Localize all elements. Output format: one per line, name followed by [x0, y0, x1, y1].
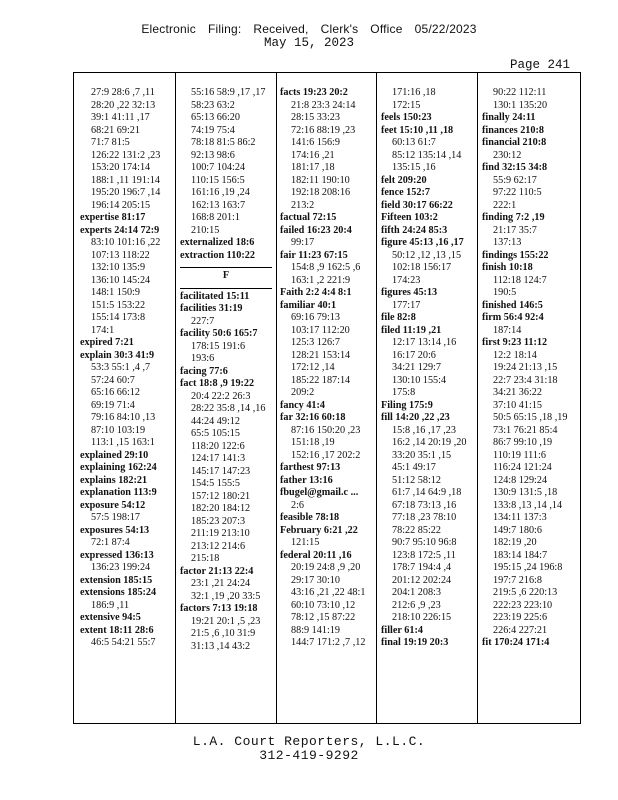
index-continuation: 79:16 84:10 ,13	[91, 412, 156, 423]
index-column-4	[381, 87, 473, 650]
index-continuation: 65:13 66:20	[191, 112, 240, 123]
index-continuation: 45:1 49:17	[392, 462, 436, 473]
index-entry: firm 56:4 92:4	[482, 312, 544, 323]
index-entry: fact 18:8 ,9 19:22	[180, 378, 255, 389]
index-continuation: 148:1 150:9	[91, 287, 140, 298]
index-continuation: 136:10 145:24	[91, 274, 151, 286]
footer-phone: 312-419-9292	[259, 748, 359, 763]
index-entry: extensive 94:5	[80, 612, 141, 623]
index-continuation: 123:8 172:5 ,11	[392, 549, 456, 561]
index-entry: explained 29:10	[80, 449, 149, 461]
index-continuation: 153:20 174:14	[91, 162, 151, 173]
column-divider	[175, 73, 176, 723]
column-divider	[276, 73, 277, 723]
index-continuation: 195:20 196:7 ,14	[91, 187, 161, 198]
index-entry: extraction 110:22	[180, 249, 255, 261]
index-continuation: 132:10 135:9	[91, 262, 146, 273]
index-continuation: 152:16 ,17 202:2	[291, 449, 361, 461]
index-continuation: 209:2	[291, 387, 315, 398]
index-continuation: 22:7 23:4 31:18	[493, 374, 558, 386]
index-entry: findings 155:22	[482, 249, 549, 261]
index-continuation: 29:17 30:10	[291, 574, 340, 586]
index-continuation: 99:17	[291, 237, 315, 248]
index-continuation: 44:24 49:12	[191, 415, 240, 427]
index-continuation: 28:20 ,22 32:13	[91, 99, 156, 111]
index-continuation: 112:18 124:7	[493, 274, 547, 286]
index-continuation: 16:2 ,14 20:19 ,20	[392, 437, 467, 448]
header-item: 05/22/2023	[414, 22, 477, 36]
index-entry: Filing 175:9	[381, 399, 433, 411]
index-entry: farthest 97:13	[280, 462, 341, 473]
index-continuation: 72:16 88:19 ,23	[291, 124, 356, 136]
index-entry: explanation 113:9	[80, 487, 157, 498]
index-continuation: 20:19 24:8 ,9 ,20	[291, 562, 361, 573]
index-continuation: 68:21 69:21	[91, 124, 140, 136]
index-continuation: 37:10 41:15	[493, 399, 542, 411]
index-continuation: 43:16 ,21 ,22 48:1	[291, 587, 366, 598]
index-continuation: 46:5 54:21 55:7	[91, 637, 156, 648]
index-continuation: 110:19 111:6	[493, 449, 546, 461]
index-continuation: 100:7 104:24	[191, 162, 246, 173]
index-entry: expressed 136:13	[80, 549, 154, 561]
index-continuation: 28:15 33:23	[291, 112, 340, 123]
index-continuation: 51:12 58:12	[392, 474, 441, 486]
index-entry: field 30:17 66:22	[381, 199, 453, 211]
index-continuation: 178:15 191:6	[191, 340, 246, 352]
index-continuation: 157:12 180:21	[191, 490, 251, 502]
index-continuation: 21:17 35:7	[493, 224, 537, 236]
index-continuation: 50:5 65:15 ,18 ,19	[493, 412, 568, 423]
index-continuation: 141:6 156:9	[291, 137, 340, 148]
index-continuation: 215:18	[191, 553, 220, 564]
index-continuation: 50:12 ,12 ,13 ,15	[392, 249, 462, 261]
index-entry: Faith 2:2 4:4 8:1	[280, 287, 352, 298]
index-entry: father 13:16	[280, 474, 333, 486]
index-continuation: 19:21 20:1 ,5 ,23	[191, 615, 261, 627]
header-item: Filing:	[208, 22, 242, 36]
index-continuation: 85:12 135:14 ,14	[392, 149, 462, 161]
index-continuation: 151:18 ,19	[291, 437, 335, 448]
index-continuation: 72:1 87:4	[91, 537, 130, 548]
index-entry: extension 185:15	[80, 574, 153, 586]
index-continuation: 57:24 60:7	[91, 374, 135, 386]
index-continuation: 130:10 155:4	[392, 374, 447, 386]
index-continuation: 60:13 61:7	[392, 137, 436, 148]
index-entry: fancy 41:4	[280, 399, 325, 411]
index-continuation: 116:24 121:24	[493, 462, 552, 473]
index-entry: explains 182:21	[80, 474, 148, 486]
index-continuation: 65:5 105:15	[191, 428, 240, 439]
index-entry: factual 72:15	[280, 212, 337, 223]
index-continuation: 211:19 213:10	[191, 528, 250, 539]
index-continuation: 144:7 171:2 ,7 ,12	[291, 637, 366, 648]
index-continuation: 171:16 ,18	[392, 87, 436, 98]
index-continuation: 27:9 28:6 ,7 ,11	[91, 87, 155, 98]
index-entry: first 9:23 11:12	[482, 337, 548, 348]
index-entry: exposures 54:13	[80, 524, 150, 536]
index-continuation: 90:7 95:10 96:8	[392, 537, 457, 548]
index-entry: filed 11:19 ,21	[381, 324, 442, 336]
index-entry: finished 146:5	[482, 299, 543, 311]
index-continuation: 77:18 ,23 78:10	[392, 512, 457, 523]
index-continuation: 178:7 194:4 ,4	[392, 562, 452, 573]
index-entry: financial 210:8	[482, 137, 547, 148]
index-continuation: 213:12 214:6	[191, 540, 246, 552]
index-entry: February 6:21 ,22	[280, 524, 358, 536]
index-entry: fill 14:20 ,22 ,23	[381, 412, 450, 423]
index-continuation: 12:2 18:14	[493, 349, 537, 361]
index-continuation: 219:5 ,6 220:13	[493, 587, 558, 598]
index-continuation: 135:15 ,16	[392, 162, 436, 173]
index-entry: fence 152:7	[381, 187, 430, 198]
index-continuation: 226:4 227:21	[493, 624, 548, 636]
index-continuation: 154:8 ,9 162:5 ,6	[291, 262, 361, 273]
index-continuation: 222:1	[493, 199, 517, 211]
index-continuation: 20:4 22:2 26:3	[191, 390, 251, 402]
filing-stamp-header	[0, 22, 618, 36]
index-continuation: 2:6	[291, 499, 305, 511]
index-entry: final 19:19 20:3	[381, 637, 449, 648]
index-continuation: 190:5	[493, 287, 517, 298]
index-entry: figure 45:13 ,16 ,17	[381, 237, 464, 248]
column-divider	[477, 73, 478, 723]
index-continuation: 230:12	[493, 149, 522, 161]
index-entry: extent 18:11 28:6	[80, 624, 154, 636]
index-entry: find 32:15 34:8	[482, 162, 548, 173]
index-entry: fbugel@gmail.c ...	[280, 487, 359, 498]
index-entry: failed 16:23 20:4	[280, 224, 352, 236]
index-continuation: 182:11 190:10	[291, 174, 350, 186]
index-entry: far 32:16 60:18	[280, 412, 346, 423]
index-continuation: 212:6 ,9 ,23	[392, 599, 441, 611]
index-continuation: 31:13 ,14 43:2	[191, 640, 251, 652]
index-continuation: 196:14 205:15	[91, 199, 151, 211]
index-continuation: 185:23 207:3	[191, 515, 246, 527]
index-continuation: 213:2	[291, 199, 315, 211]
index-entry: finances 210:8	[482, 124, 544, 136]
index-continuation: 161:16 ,19 ,24	[191, 187, 250, 198]
index-entry: familiar 40:1	[280, 299, 337, 311]
index-continuation: 87:16 150:20 ,23	[291, 424, 361, 436]
index-continuation: 174:1	[91, 324, 115, 336]
index-continuation: 162:13 163:7	[191, 199, 246, 211]
index-frame	[73, 72, 581, 724]
index-continuation: 223:19 225:6	[493, 612, 548, 623]
index-continuation: 67:18 73:13 ,16	[392, 499, 457, 511]
section-letter: F	[222, 270, 230, 281]
index-continuation: 136:23 199:24	[91, 562, 151, 573]
index-entry: externalized 18:6	[180, 237, 255, 248]
index-continuation: 118:20 122:6	[191, 440, 245, 452]
index-continuation: 34:21 36:22	[493, 387, 542, 398]
index-entry: factors 7:13 19:18	[180, 603, 258, 614]
index-entry: fit 170:24 171:4	[482, 637, 550, 648]
index-continuation: 97:22 110:5	[493, 187, 542, 198]
index-continuation: 154:5 155:5	[191, 478, 240, 489]
index-continuation: 124:17 141:3	[191, 453, 246, 464]
index-continuation: 28:22 35:8 ,14 ,16	[191, 403, 266, 414]
index-entry: file 82:8	[381, 312, 416, 323]
index-entry: Fifteen 103:2	[381, 212, 438, 223]
index-continuation: 145:17 147:23	[191, 465, 251, 477]
index-entry: facts 19:23 20:2	[280, 87, 348, 98]
header-item: Office	[370, 22, 403, 36]
index-continuation: 86:7 99:10 ,19	[493, 437, 553, 448]
index-entry: facility 50:6 165:7	[180, 328, 258, 339]
page-number: Page 241	[510, 58, 571, 72]
index-continuation: 188:1 ,11 191:14	[91, 174, 160, 186]
index-continuation: 149:7 180:6	[493, 524, 542, 536]
index-entry: fair 11:23 67:15	[280, 249, 348, 261]
index-continuation: 183:14 184:7	[493, 549, 548, 561]
index-continuation: 185:22 187:14	[291, 374, 351, 386]
index-entry: finally 24:11	[482, 112, 536, 123]
index-continuation: 187:14	[493, 324, 522, 336]
index-continuation: 33:20 35:1 ,15	[392, 449, 452, 461]
index-continuation: 130:9 131:5 ,18	[493, 487, 558, 498]
index-continuation: 137:13	[493, 237, 522, 248]
index-entry: facilities 31:19	[180, 303, 243, 314]
index-continuation: 126:22 131:2 ,23	[91, 149, 161, 161]
index-continuation: 222:23 223:10	[493, 599, 553, 611]
index-continuation: 201:12 202:24	[392, 574, 452, 586]
index-entry: feels 150:23	[381, 112, 432, 123]
index-continuation: 113:1 ,15 163:1	[91, 437, 155, 448]
index-continuation: 210:15	[191, 224, 220, 236]
index-continuation: 87:10 103:19	[91, 424, 146, 436]
header-item: Electronic	[141, 22, 196, 36]
index-continuation: 151:5 153:22	[91, 299, 146, 311]
index-entry: finding 7:2 ,19	[482, 212, 545, 223]
index-continuation: 125:3 126:7	[291, 337, 340, 348]
index-continuation: 90:22 112:11	[493, 87, 547, 98]
section-rule	[180, 288, 272, 289]
index-continuation: 155:14 173:8	[91, 312, 146, 323]
index-column-1	[80, 87, 172, 650]
index-continuation: 182:20 184:12	[191, 503, 251, 514]
index-continuation: 193:6	[191, 353, 215, 364]
index-continuation: 78:22 85:22	[392, 524, 441, 536]
index-continuation: 21:8 23:3 24:14	[291, 99, 356, 111]
header-item: Received,	[253, 22, 309, 36]
index-continuation: 133:8 ,13 ,14 ,14	[493, 499, 563, 511]
index-continuation: 69:16 79:13	[291, 312, 340, 323]
index-entry: feasible 78:18	[280, 512, 340, 523]
index-continuation: 195:15 ,24 196:8	[493, 562, 563, 573]
footer-company: L.A. Court Reporters, L.L.C.	[192, 734, 426, 749]
index-continuation: 128:21 153:14	[291, 349, 351, 361]
index-continuation: 174:16 ,21	[291, 149, 335, 161]
index-continuation: 78:12 ,15 87:22	[291, 612, 356, 623]
index-continuation: 163:1 ,2 221:9	[291, 274, 351, 286]
index-continuation: 74:19 75:4	[191, 124, 235, 136]
index-continuation: 60:10 73:10 ,12	[291, 599, 356, 611]
index-continuation: 107:13 118:22	[91, 249, 150, 261]
index-continuation: 53:3 55:1 ,4 ,7	[91, 362, 151, 373]
index-continuation: 182:19 ,20	[493, 537, 537, 548]
index-continuation: 55:9 62:17	[493, 174, 537, 186]
index-continuation: 21:5 ,6 ,10 31:9	[191, 628, 256, 639]
index-continuation: 69:19 71:4	[91, 399, 135, 411]
index-entry: extensions 185:24	[80, 587, 157, 598]
index-continuation: 103:17 112:20	[291, 324, 350, 336]
index-continuation: 61:7 ,14 64:9 ,18	[392, 487, 462, 498]
index-continuation: 34:21 129:7	[392, 362, 441, 373]
index-continuation: 102:18 156:17	[392, 262, 452, 273]
index-entry: expertise 81:17	[80, 212, 146, 223]
column-divider	[376, 73, 377, 723]
index-continuation: 39:1 41:11 ,17	[91, 112, 150, 123]
index-entry: facing 77:6	[180, 365, 228, 377]
index-continuation: 83:10 101:16 ,22	[91, 237, 161, 248]
index-entry: federal 20:11 ,16	[280, 549, 352, 561]
index-entry: felt 209:20	[381, 174, 427, 186]
index-continuation: 71:7 81:5	[91, 137, 130, 148]
header-item: Clerk's	[320, 22, 359, 36]
index-entry: feet 15:10 ,11 ,18	[381, 124, 454, 136]
index-continuation: 181:17 ,18	[291, 162, 335, 173]
index-continuation: 172:15	[392, 99, 421, 111]
index-continuation: 121:15	[291, 537, 320, 548]
index-continuation: 177:17	[392, 299, 421, 311]
index-continuation: 130:1 135:20	[493, 99, 548, 111]
index-continuation: 58:23 63:2	[191, 99, 235, 111]
index-entry: experts 24:14 72:9	[80, 224, 160, 236]
index-entry: explaining 162:24	[80, 462, 157, 473]
index-continuation: 175:8	[392, 387, 416, 398]
index-continuation: 204:1 208:3	[392, 587, 441, 598]
index-entry: figures 45:13	[381, 287, 438, 298]
index-column-3	[280, 87, 372, 650]
index-entry: filler 61:4	[381, 624, 423, 636]
index-continuation: 186:9 ,11	[91, 599, 130, 611]
index-entry: explain 30:3 41:9	[80, 349, 155, 361]
index-continuation: 55:16 58:9 ,17 ,17	[191, 87, 266, 98]
document-date: May 15, 2023	[263, 36, 354, 50]
index-continuation: 19:24 21:13 ,15	[493, 362, 558, 373]
index-continuation: 197:7 216:8	[493, 574, 542, 586]
index-continuation: 57:5 198:17	[91, 512, 140, 523]
index-continuation: 78:18 81:5 86:2	[191, 137, 256, 148]
index-continuation: 92:13 98:6	[191, 149, 235, 161]
index-continuation: 168:8 201:1	[191, 212, 240, 223]
section-rule	[180, 267, 272, 268]
index-continuation: 192:18 208:16	[291, 187, 351, 198]
index-entry: exposure 54:12	[80, 499, 146, 511]
index-continuation: 15:8 ,16 ,17 ,23	[392, 424, 456, 436]
index-continuation: 218:10 226:15	[392, 612, 452, 623]
index-entry: fifth 24:24 85:3	[381, 224, 448, 236]
index-column-5	[482, 87, 574, 650]
index-entry: facilitated 15:11	[180, 290, 250, 302]
index-continuation: 172:12 ,14	[291, 362, 335, 373]
index-entry: finish 10:18	[482, 262, 533, 273]
index-continuation: 12:17 13:14 ,16	[392, 337, 457, 348]
index-continuation: 65:16 66:12	[91, 387, 140, 398]
index-continuation: 32:1 ,19 ,20 33:5	[191, 590, 261, 602]
index-entry: expired 7:21	[80, 337, 134, 348]
index-continuation: 16:17 20:6	[392, 349, 436, 361]
index-continuation: 73:1 76:21 85:4	[493, 424, 558, 436]
index-continuation: 174:23	[392, 274, 421, 286]
index-continuation: 124:8 129:24	[493, 474, 548, 486]
index-continuation: 134:11 137:3	[493, 512, 547, 523]
index-continuation: 88:9 141:19	[291, 624, 340, 636]
index-continuation: 23:1 ,21 24:24	[191, 578, 251, 589]
index-continuation: 227:7	[191, 315, 215, 327]
index-entry: factor 21:13 22:4	[180, 565, 254, 577]
index-continuation: 110:15 156:5	[191, 174, 245, 186]
index-column-2	[180, 87, 272, 653]
